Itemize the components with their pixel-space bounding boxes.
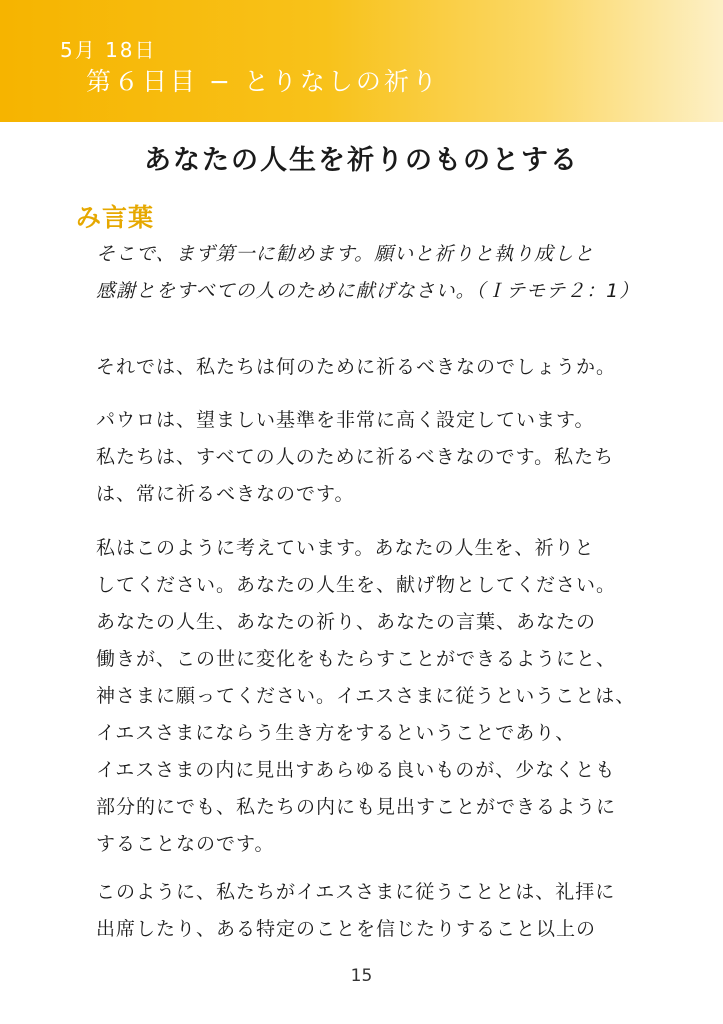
text-line: このように、私たちがイエスさまに従うこととは、礼拝に [96,881,616,903]
text-line: は、常に祈るべきなのです。 [96,483,355,505]
text-line: 部分的にでも、私たちの内にも見出すことができるように [96,796,617,818]
date-label: 5月 18日 [60,38,157,62]
day-title: 第６日目 − とりなしの祈り [86,67,440,96]
page-title: あなたの人生を祈りのものとする [144,145,579,176]
text-line: パウロは、望ましい基準を非常に高く設定しています。 [96,409,595,431]
text-line: することなのです。 [96,833,275,855]
verse-line: そこで、まず第一に勧めます。願いと祈りと執り成しと [96,243,595,265]
paragraph-3 [96,530,656,863]
text-line: 私たちは、すべての人のために祈るべきなのです。私たち [96,446,615,468]
text-line: イエスさまの内に見出すあらゆる良いものが、少なくとも [96,759,616,781]
paragraph-4 [96,874,656,948]
text-line: それでは、私たちは何のために祈るべきなのでしょうか。 [96,356,617,378]
text-line: あなたの人生、あなたの祈り、あなたの言葉、あなたの [96,611,597,633]
text-line: 出席したり、ある特定のことを信じたりすること以上の [96,918,597,940]
text-line: してください。あなたの人生を、献げ物としてください。 [96,574,617,596]
text-line: 私はこのように考えています。あなたの人生を、祈りと [96,537,595,559]
text-line: イエスさまにならう生き方をするということであり、 [96,722,576,744]
paragraph-2 [96,402,656,513]
text-line: 働きが、この世に変化をもたらすことができるようにと、 [96,648,617,670]
scripture-heading: み言葉 [76,203,155,232]
page-number: 15 [350,966,373,986]
text-line: 神さまに願ってください。イエスさまに従うということは、 [96,685,636,707]
verse-line: 感謝とをすべての人のために献げなさい。（Ｉテモテ２：1） [96,280,640,302]
paragraph-1 [96,349,656,386]
scripture-verse [96,236,656,310]
